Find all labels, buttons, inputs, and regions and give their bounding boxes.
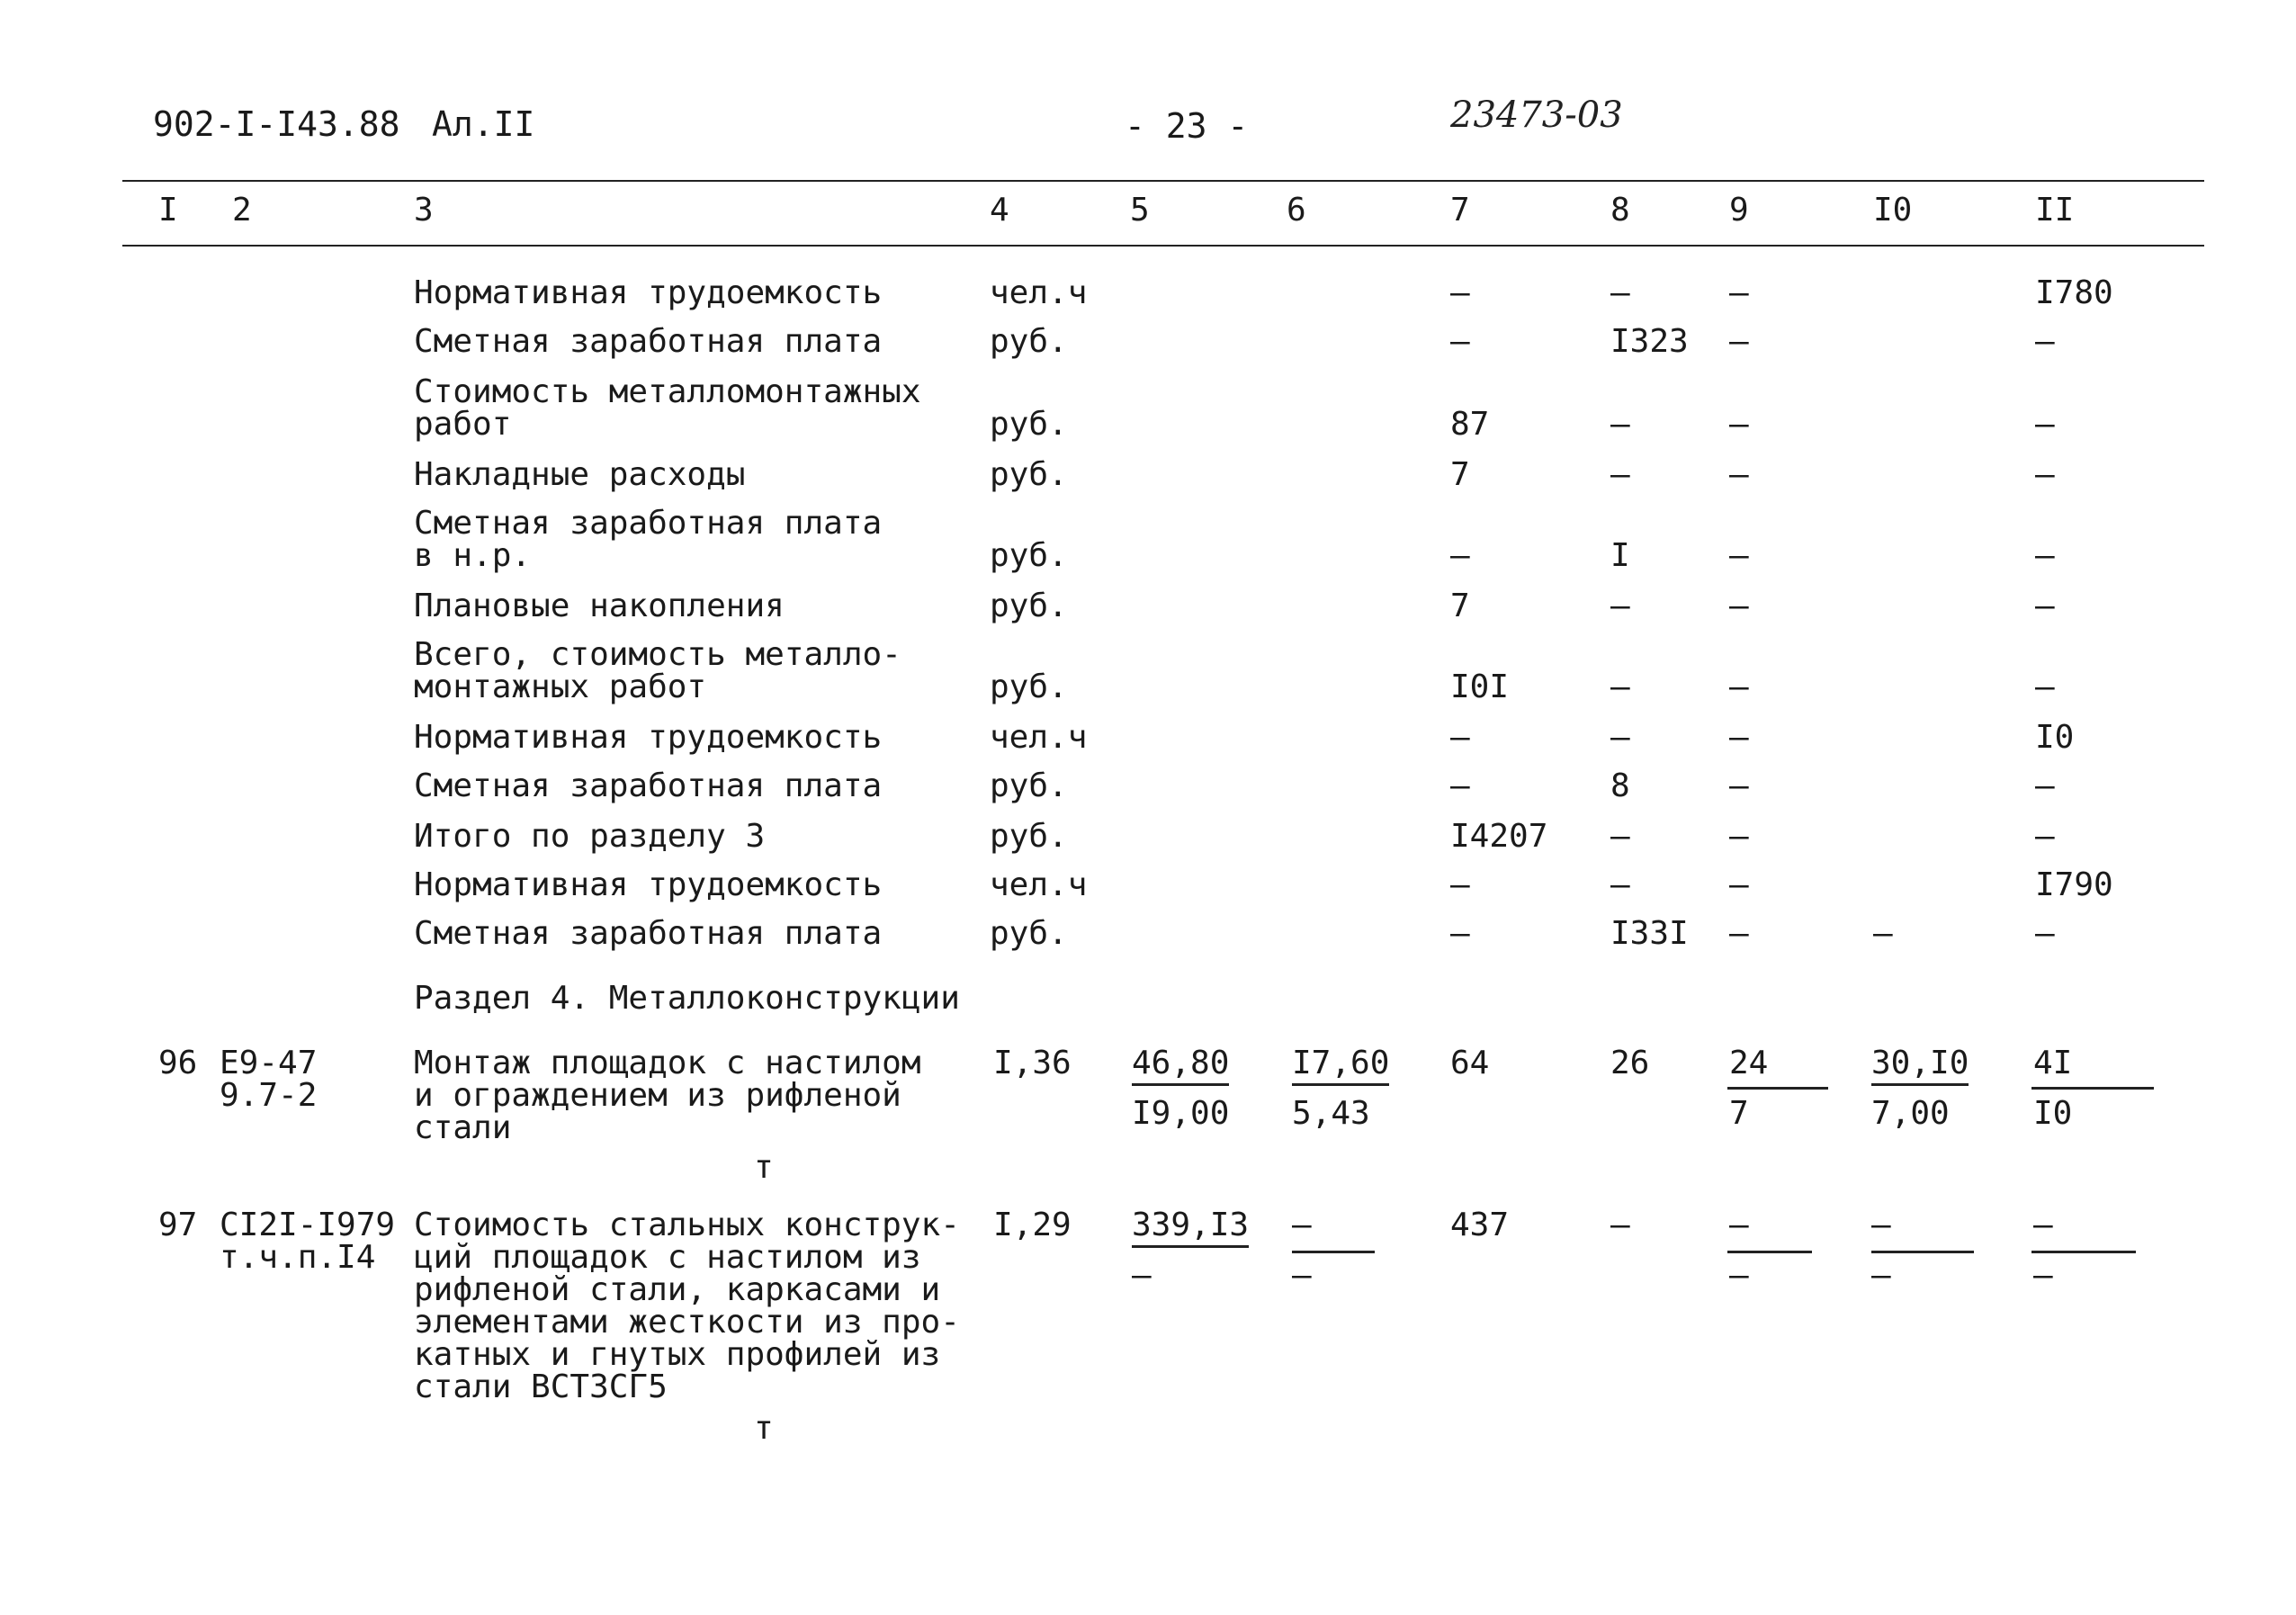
row-c8: –: [1610, 588, 1630, 624]
row-c11: –: [2035, 818, 2055, 855]
row-c9: –: [1729, 588, 1749, 624]
c6-fraction-bar: [1292, 1251, 1375, 1253]
row-c7: –: [1450, 537, 1470, 574]
item-quantity: I,29: [993, 1207, 1072, 1243]
row-unit: руб.: [990, 588, 1068, 624]
row-c9: –: [1729, 719, 1749, 756]
c6-top-value: I7,60: [1292, 1045, 1389, 1086]
c9-bottom: –: [1729, 1257, 1749, 1294]
c8-value: –: [1610, 1207, 1630, 1243]
row-c11: –: [2035, 915, 2055, 952]
col-header-5: 5: [1130, 192, 1150, 229]
row-c8: –: [1610, 274, 1630, 311]
row-c11: –: [2035, 767, 2055, 804]
row-label: Нормативная трудоемкость: [414, 274, 883, 311]
row-c10: –: [1873, 915, 1893, 952]
page-number: - 23 -: [1125, 106, 1249, 146]
col-header-7: 7: [1450, 192, 1470, 229]
c9-bottom: 7: [1729, 1095, 1749, 1132]
row-c7: 7: [1450, 456, 1470, 493]
col-header-10: I0: [1873, 192, 1913, 229]
row-label: Накладные расходы: [414, 456, 746, 493]
row-unit: чел.ч: [990, 719, 1088, 756]
row-c11: I780: [2035, 274, 2113, 311]
row-c11: I0: [2035, 719, 2075, 756]
row-label: Сметная заработная плата: [414, 915, 883, 952]
c6-top: [1292, 1047, 1389, 1080]
document-code: 902-I-I43.88: [153, 104, 400, 144]
row-unit: руб.: [990, 406, 1068, 443]
row-c7: –: [1450, 767, 1470, 804]
row-c11: I790: [2035, 866, 2113, 903]
row-c8: I33I: [1610, 915, 1689, 952]
row-c8: –: [1610, 406, 1630, 443]
col-header-3: 3: [414, 192, 434, 229]
row-c8: –: [1610, 719, 1630, 756]
row-c11: –: [2035, 537, 2055, 574]
row-c7: –: [1450, 323, 1470, 360]
c5-top: [1132, 1047, 1229, 1080]
row-c8: I: [1610, 537, 1630, 574]
row-c9: –: [1729, 818, 1749, 855]
c7-value: 64: [1450, 1045, 1490, 1081]
row-c7: –: [1450, 915, 1470, 952]
row-c9: –: [1729, 274, 1749, 311]
row-unit: руб.: [990, 668, 1068, 705]
row-c8: 8: [1610, 767, 1630, 804]
col-header-9: 9: [1729, 192, 1749, 229]
row-c7: I0I: [1450, 668, 1510, 705]
c10-top: [1871, 1047, 1969, 1080]
unit-mark: т: [754, 1410, 774, 1447]
row-unit: руб.: [990, 456, 1068, 493]
col-header-4: 4: [990, 192, 1009, 229]
c5-top: [1132, 1209, 1249, 1242]
row-c9: –: [1729, 323, 1749, 360]
c11-top: 4I: [2033, 1045, 2073, 1081]
row-c11: –: [2035, 406, 2055, 443]
c10-top-value: 30,I0: [1871, 1045, 1969, 1086]
table-top-rule: [122, 180, 2204, 182]
c7-value: 437: [1450, 1207, 1510, 1243]
handwritten-stamp: 23473-03: [1450, 94, 1623, 136]
c11-bottom: –: [2033, 1257, 2053, 1294]
item-code: CI2I-I979 т.ч.п.I4: [220, 1207, 396, 1276]
row-c11: –: [2035, 668, 2055, 705]
c8-value: 26: [1610, 1045, 1650, 1081]
row-label: Нормативная трудоемкость: [414, 719, 883, 756]
c10-bottom: –: [1871, 1257, 1891, 1294]
row-unit: руб.: [990, 818, 1068, 855]
item-quantity: I,36: [993, 1045, 1072, 1081]
row-label: Итого по разделу 3: [414, 818, 766, 855]
c9-fraction-bar: [1727, 1087, 1828, 1090]
row-c9: –: [1729, 668, 1749, 705]
row-unit: чел.ч: [990, 866, 1088, 903]
c9-top: 24: [1729, 1045, 1769, 1081]
row-c7: –: [1450, 274, 1470, 311]
row-c7: –: [1450, 719, 1470, 756]
row-c9: –: [1729, 866, 1749, 903]
row-c9: –: [1729, 537, 1749, 574]
row-unit: чел.ч: [990, 274, 1088, 311]
col-header-8: 8: [1610, 192, 1630, 229]
c6-bottom: 5,43: [1292, 1095, 1370, 1132]
c10-top: –: [1871, 1207, 1891, 1243]
row-c7: I4207: [1450, 818, 1548, 855]
col-header-11: II: [2035, 192, 2075, 229]
row-c9: –: [1729, 767, 1749, 804]
row-label: Сметная заработная плата в н.р.: [414, 505, 883, 574]
row-unit: руб.: [990, 767, 1068, 804]
row-c9: –: [1729, 915, 1749, 952]
item-description: Монтаж площадок с настилом и ограждением из рифленой стали: [414, 1045, 921, 1146]
c6-bottom: –: [1292, 1257, 1312, 1294]
row-c11: –: [2035, 588, 2055, 624]
row-label: Сметная заработная плата: [414, 323, 883, 360]
item-code: E9-47 9.7-2: [220, 1045, 318, 1114]
row-label: Нормативная трудоемкость: [414, 866, 883, 903]
row-c7: 87: [1450, 406, 1490, 443]
row-label: Всего, стоимость металло- монтажных работ: [414, 636, 901, 705]
row-label: Сметная заработная плата: [414, 767, 883, 804]
unit-mark: т: [754, 1149, 774, 1186]
row-c9: –: [1729, 406, 1749, 443]
row-unit: руб.: [990, 537, 1068, 574]
c6-top: –: [1292, 1207, 1312, 1243]
c5-bottom: I9,00: [1132, 1095, 1230, 1132]
c11-fraction-bar: [2031, 1251, 2136, 1253]
row-c8: –: [1610, 818, 1630, 855]
c10-fraction-bar: [1871, 1251, 1974, 1253]
item-description: Стоимость стальных конструк- ций площадок с настилом из рифленой стали, каркасами и элементами жесткости из про- катных и гнутых профилей из стали ВСТЗСГ5: [414, 1207, 960, 1405]
col-header-1: I: [158, 192, 178, 229]
row-c11: –: [2035, 456, 2055, 493]
row-label: Стоимость металломонтажных работ: [414, 373, 921, 443]
c5-top-value: 46,80: [1132, 1045, 1229, 1086]
c11-fraction-bar: [2031, 1087, 2154, 1090]
c10-bottom: 7,00: [1871, 1095, 1950, 1132]
c11-top: –: [2033, 1207, 2053, 1243]
c5-top-value: 339,I3: [1132, 1207, 1249, 1248]
row-c7: 7: [1450, 588, 1470, 624]
table-header-rule: [122, 245, 2204, 247]
c9-fraction-bar: [1727, 1251, 1812, 1253]
row-unit: руб.: [990, 915, 1068, 952]
row-c8: –: [1610, 668, 1630, 705]
item-number: 97: [158, 1207, 198, 1243]
row-unit: руб.: [990, 323, 1068, 360]
row-c11: –: [2035, 323, 2055, 360]
c9-top: –: [1729, 1207, 1749, 1243]
c11-bottom: I0: [2033, 1095, 2073, 1132]
row-c7: –: [1450, 866, 1470, 903]
row-c8: –: [1610, 866, 1630, 903]
row-c8: –: [1610, 456, 1630, 493]
sheet-label: Ал.II: [432, 104, 535, 144]
section-title: Раздел 4. Металлоконструкции: [414, 980, 960, 1017]
row-c8: I323: [1610, 323, 1689, 360]
col-header-6: 6: [1287, 192, 1306, 229]
row-label: Плановые накопления: [414, 588, 785, 624]
row-c9: –: [1729, 456, 1749, 493]
item-number: 96: [158, 1045, 198, 1081]
col-header-2: 2: [232, 192, 252, 229]
c5-bottom: –: [1132, 1257, 1152, 1294]
